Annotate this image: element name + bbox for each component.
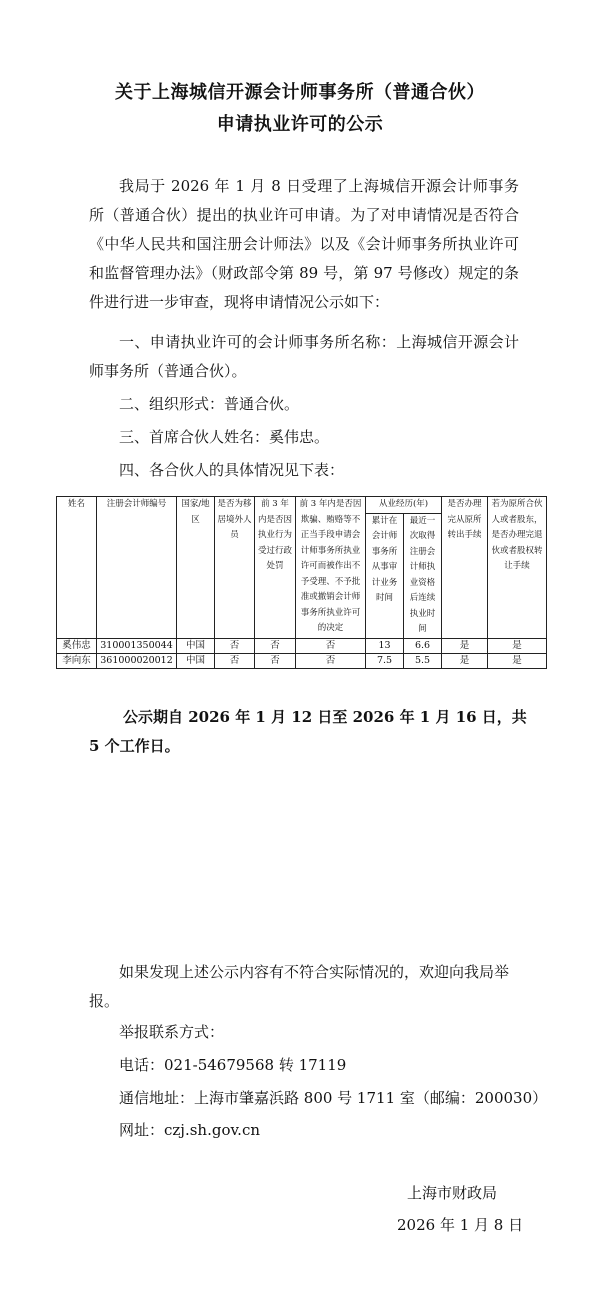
cell-foreign: 否: [215, 638, 255, 653]
cell-former: 是: [488, 638, 547, 653]
cell-name: 奚伟忠: [57, 638, 97, 653]
table-row: [57, 653, 547, 668]
table-header-row: [57, 497, 547, 514]
document-title-line2: 申请执业许可的公示: [216, 114, 384, 135]
cell-penalty: 否: [255, 653, 296, 668]
header-penalty: 前 3 年内是否因执业行为受过行政处罚: [255, 497, 296, 639]
document-title-line1: 关于上海城信开源会计师事务所（普通合伙）: [115, 82, 485, 103]
contact-website: 网址：czj.sh.gov.cn: [119, 1121, 261, 1139]
cell-foreign: 否: [215, 653, 255, 668]
cell-fraud: 否: [296, 653, 366, 668]
cell-exp-total: 7.5: [366, 653, 404, 668]
publicity-period: 公示期自 2026 年 1 月 12 日至 2026 年 1 月 16 日，共 5 个工作日。: [89, 708, 527, 755]
report-invitation: 如果发现上述公示内容有不符合实际情况的，欢迎向我局举报。: [89, 963, 510, 1010]
item-firm-name: 一、申请执业许可的会计师事务所名称：上海城信开源会计师事务所（普通合伙）。: [89, 333, 519, 380]
intro-paragraph: 我局于 2026 年 1 月 8 日受理了上海城信开源会计师事务所（普通合伙）提出的执业许可申请。为了对申请情况是否符合《中华人民共和国注册会计师法》以及《会计师事务所执业许可和监督管理办法》（财政部令第 89 号，第 97 号修改）规定的条件进行进一步审查，现将申请情况公示如下：: [89, 177, 519, 311]
cell-exp-recent: 6.6: [404, 638, 442, 653]
cell-exp-recent: 5.5: [404, 653, 442, 668]
contact-phone: 电话：021-54679568 转 17119: [119, 1056, 347, 1074]
cell-former: 是: [488, 653, 547, 668]
header-experience: 从业经历(年): [366, 497, 442, 514]
item-org-form: 二、组织形式：普通合伙。: [119, 395, 300, 413]
cell-fraud: 否: [296, 638, 366, 653]
cell-transfer: 是: [442, 653, 488, 668]
header-exp-recent: 最近一次取得注册会计师执业资格后连续执业时间: [404, 513, 442, 638]
contact-address: 通信地址：上海市肇嘉浜路 800 号 1711 室（邮编：200030）: [119, 1089, 548, 1107]
issuer-name: 上海市财政局: [407, 1184, 498, 1202]
issue-date: 2026 年 1 月 8 日: [397, 1216, 524, 1234]
contact-heading: 举报联系方式：: [119, 1023, 225, 1041]
cell-cert-no: 361000020012: [97, 653, 177, 668]
cell-transfer: 是: [442, 638, 488, 653]
table-row: [57, 638, 547, 653]
cell-penalty: 否: [255, 638, 296, 653]
item-partner-table-intro: 四、各合伙人的具体情况见下表：: [119, 461, 345, 479]
header-foreign: 是否为移居境外人员: [215, 497, 255, 639]
cell-country: 中国: [177, 638, 215, 653]
cell-cert-no: 310001350044: [97, 638, 177, 653]
header-transfer: 是否办理完从原所转出手续: [442, 497, 488, 639]
header-exp-total: 累计在会计师事务所从事审计业务时间: [366, 513, 404, 638]
partners-table: [56, 496, 547, 669]
cell-name: 李向东: [57, 653, 97, 668]
header-country: 国家/地区: [177, 497, 215, 639]
header-name: 姓名: [57, 497, 97, 639]
header-former: 若为原所合伙人或者股东，是否办理完退伙或者股权转让手续: [488, 497, 547, 639]
item-chief-partner: 三、首席合伙人姓名：奚伟忠。: [119, 428, 330, 446]
cell-exp-total: 13: [366, 638, 404, 653]
header-fraud: 前 3 年内是否因欺骗、贿赂等不正当手段申请会计师事务所执业许可而被作出不予受理、不予批准或撤销会计师事务所执业许可的决定: [296, 497, 366, 639]
header-cert-no: 注册会计师编号: [97, 497, 177, 639]
cell-country: 中国: [177, 653, 215, 668]
